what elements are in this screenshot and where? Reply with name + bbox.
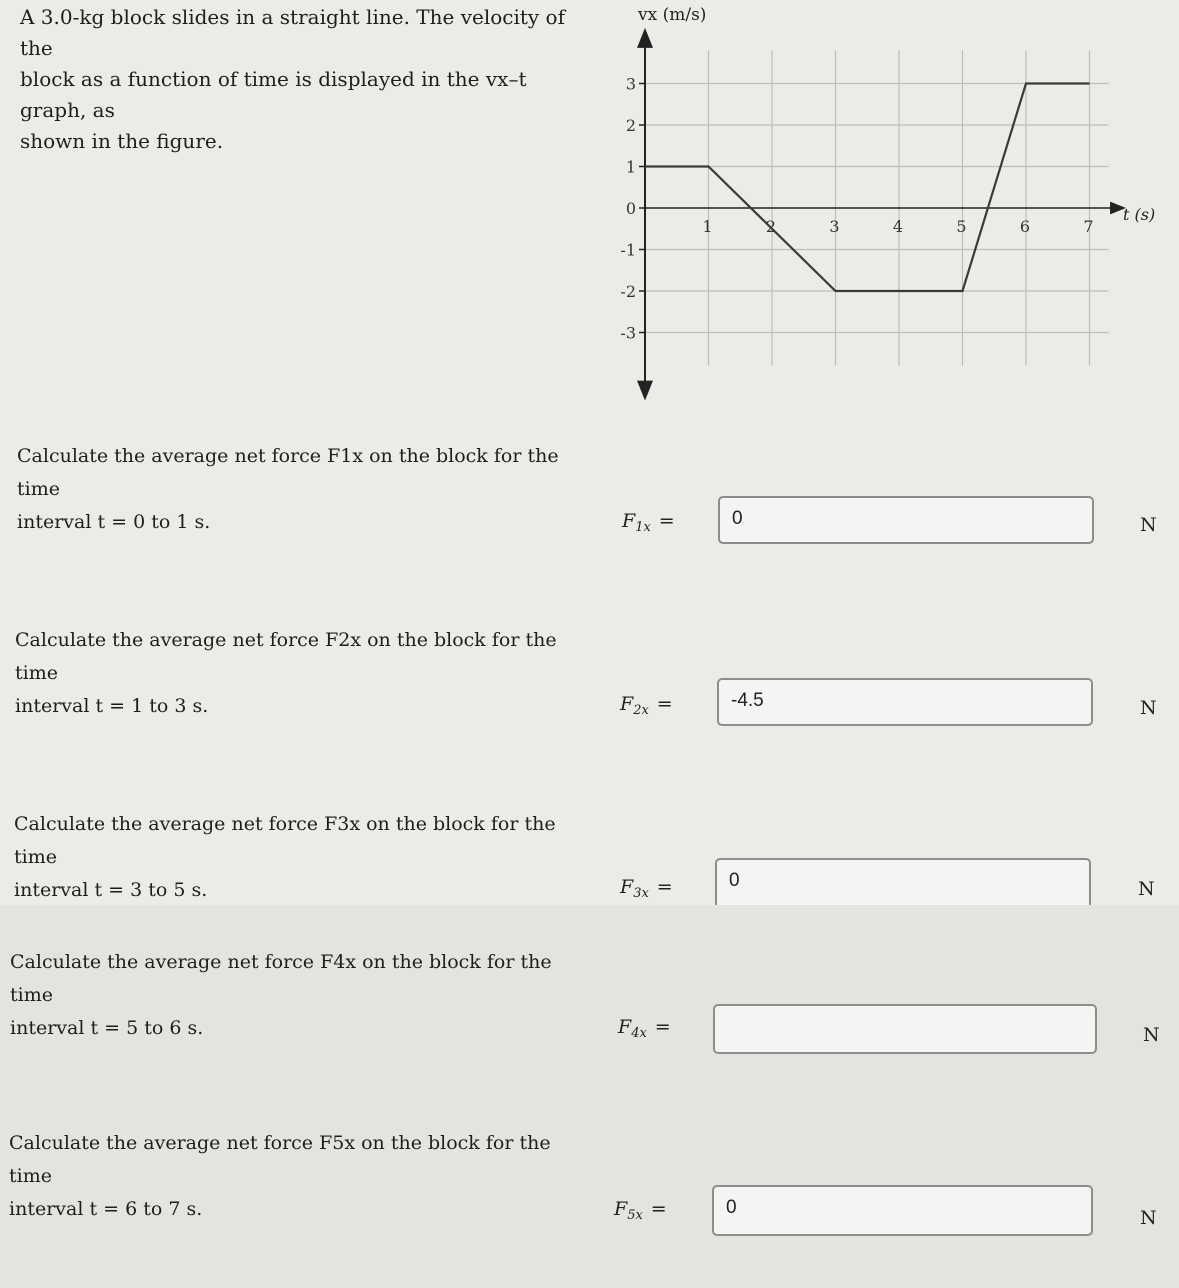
- f4x-unit: N: [1143, 1024, 1160, 1046]
- question-5-line-2: interval t = 6 to 7 s.: [9, 1198, 203, 1220]
- f4x-label: $F_{4x}$ =: [618, 1016, 671, 1041]
- y-tick-label: 1: [625, 157, 636, 177]
- x-tick-label: 5: [956, 217, 967, 236]
- f3x-value: 0: [729, 870, 740, 891]
- question-3-prompt: [14, 808, 574, 907]
- question-3-line-1: Calculate the average net force F3x on the block for the time: [14, 813, 556, 868]
- f5x-label: $F_{5x}$ =: [614, 1198, 667, 1223]
- x-tick-label: 1: [702, 217, 713, 236]
- question-2-line-2: interval t = 1 to 3 s.: [15, 695, 209, 717]
- f1x-value: 0: [732, 508, 743, 529]
- f5x-unit: N: [1140, 1207, 1157, 1229]
- f3x-unit: N: [1138, 878, 1155, 900]
- f5x-answer-input[interactable]: [712, 1185, 1093, 1236]
- problem-statement: [20, 2, 580, 157]
- f2x-answer-input[interactable]: [717, 678, 1093, 726]
- intro-line-3: shown in the figure.: [20, 129, 224, 153]
- y-tick-label: -1: [620, 240, 636, 260]
- y-tick-label: 0: [625, 199, 636, 218]
- y-tick-label: -3: [620, 323, 636, 343]
- f1x-unit: N: [1140, 514, 1157, 536]
- f1x-answer-input[interactable]: [718, 496, 1094, 544]
- question-5-prompt: [9, 1127, 569, 1226]
- velocity-time-graph: [600, 0, 1160, 400]
- x-tick-label: 6: [1019, 217, 1031, 236]
- question-1-line-1: Calculate the average net force F1x on the block for the time: [17, 445, 559, 500]
- x-tick-label: 3: [829, 217, 840, 236]
- series-line-vx: [645, 84, 1090, 292]
- f2x-unit: N: [1140, 697, 1157, 719]
- question-2-line-1: Calculate the average net force F2x on the block for the time: [15, 629, 557, 684]
- intro-line-1: A 3.0-kg block slides in a straight line. The velocity of the: [20, 5, 565, 60]
- x-tick-label: 4: [892, 217, 904, 236]
- f1x-label: $F_{1x}$ =: [622, 510, 675, 535]
- question-1-line-2: interval t = 0 to 1 s.: [17, 511, 211, 533]
- question-3-line-2: interval t = 3 to 5 s.: [14, 879, 208, 901]
- question-4-line-2: interval t = 5 to 6 s.: [10, 1017, 204, 1039]
- f3x-label: $F_{3x}$ =: [620, 876, 673, 901]
- y-tick-label: -2: [620, 282, 636, 301]
- x-tick-label: 2: [765, 217, 777, 236]
- f5x-value: 0: [726, 1197, 737, 1218]
- x-axis-label: t (s): [1123, 205, 1156, 224]
- f2x-value: -4.5: [731, 690, 764, 711]
- y-tick-label: 3: [625, 74, 636, 94]
- y-axis-label: vx (m/s): [638, 5, 707, 25]
- intro-line-2: block as a function of time is displayed in the vx–t graph, as: [20, 67, 527, 122]
- question-4-line-1: Calculate the average net force F4x on the block for the time: [10, 951, 552, 1006]
- y-tick-label: 2: [625, 116, 636, 135]
- f3x-answer-input[interactable]: [715, 858, 1091, 905]
- question-1-prompt: [17, 440, 577, 539]
- x-tick-label: 7: [1083, 217, 1094, 236]
- question-4-prompt: [10, 946, 570, 1045]
- question-2-prompt: [15, 624, 575, 723]
- f2x-label: $F_{2x}$ =: [620, 693, 673, 718]
- f4x-answer-input[interactable]: [713, 1004, 1097, 1054]
- question-5-line-1: Calculate the average net force F5x on the block for the time: [9, 1132, 551, 1187]
